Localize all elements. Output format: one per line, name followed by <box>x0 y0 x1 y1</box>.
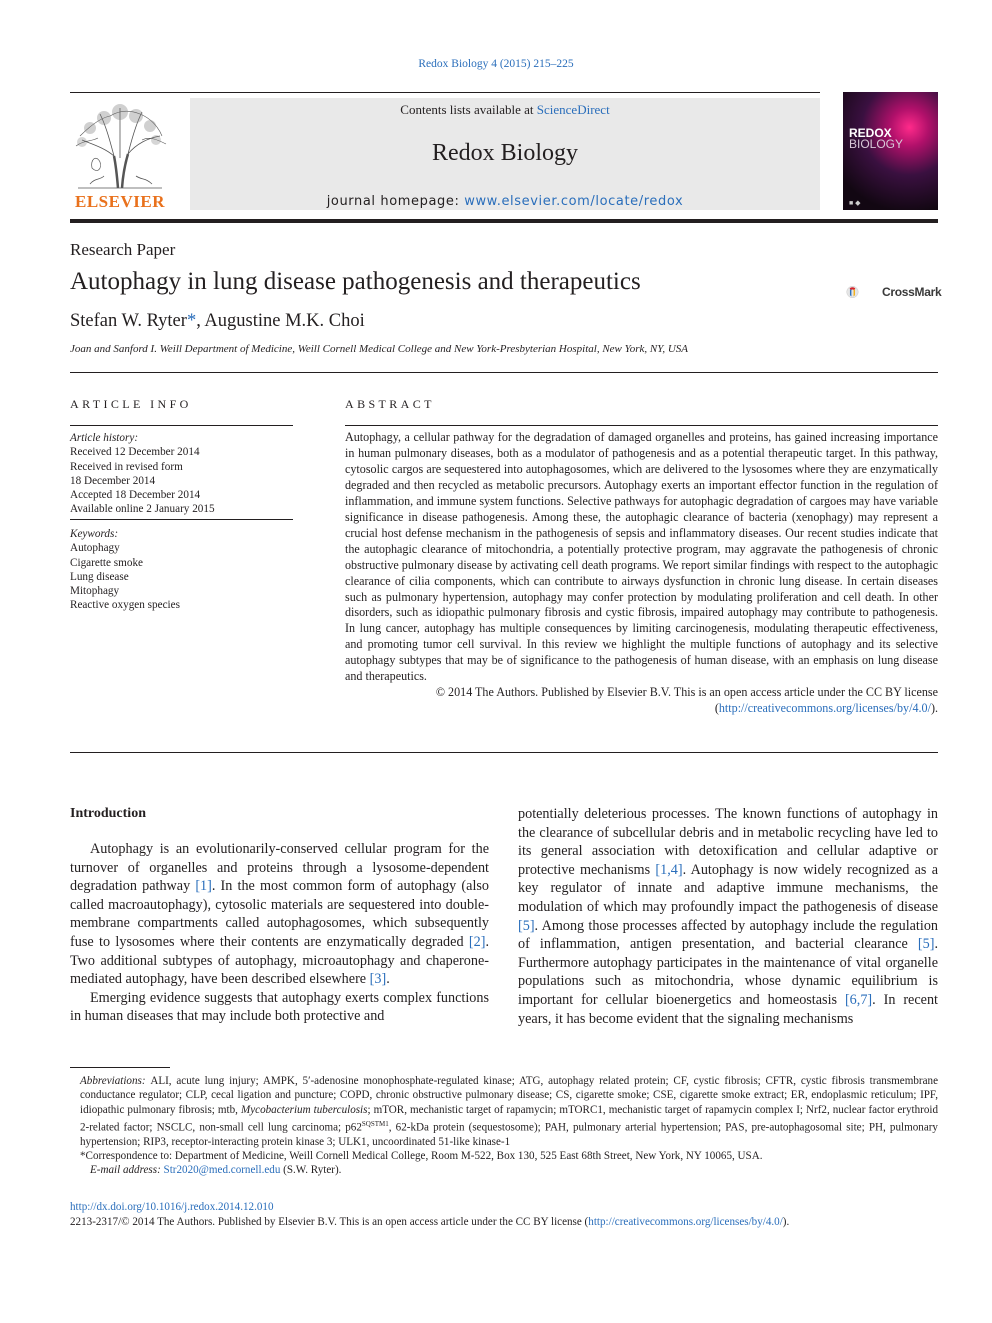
citation-link[interactable]: [5] <box>518 917 535 934</box>
paragraph-text: . Among those processes affected by autophagy include the regulation of inflammation, antigen presentation, and bacterial clearance <box>518 917 938 953</box>
abstract-bottom-rule <box>70 752 938 753</box>
citation-link[interactable]: [5] <box>917 936 935 953</box>
keyword-item: Cigarette smoke <box>70 556 144 569</box>
citation-link[interactable]: [6,7] <box>844 991 873 1008</box>
contents-prefix: Contents lists available at <box>400 102 537 117</box>
body-right-column <box>518 805 938 1028</box>
abstract-rule <box>345 425 938 426</box>
homepage-line <box>190 194 820 209</box>
email-label: E-mail address: <box>90 1164 164 1177</box>
cover-subtitle: BIOLOGY <box>849 137 904 151</box>
history-item: Available online 2 January 2015 <box>70 503 215 516</box>
paragraph-text: . In recent years, it has become evident that the signaling mechanisms <box>518 991 938 1027</box>
author-separator: , <box>196 311 205 331</box>
intro-paragraph <box>70 840 489 989</box>
citation-link[interactable]: [2] <box>468 933 486 950</box>
running-head[interactable]: Redox Biology 4 (2015) 215–225 <box>418 58 574 70</box>
paragraph-text: . In the most common form of autophagy (also called macroautophagy), cytosolic materials are sequestered into double-membrane compartments called autophagosomes, which subsequently fuse to lysosomes where their contents are enzymatically degraded <box>70 878 489 950</box>
introduction-heading: Introduction <box>70 806 146 821</box>
author-list <box>70 311 365 332</box>
history-label: Article history: <box>70 432 139 444</box>
abstract-body <box>345 430 938 717</box>
footer-license-text: 2213-2317/© 2014 The Authors. Published by Elsevier B.V. This is an open access article under the CC BY license ( <box>70 1215 589 1228</box>
crossmark-icon[interactable] <box>846 274 882 310</box>
citation-link[interactable]: [3] <box>369 971 387 988</box>
article-type: Research Paper <box>70 240 176 259</box>
copyright-text: © 2014 The Authors. Published by Elsevier B.V. This is an open access article under the CC BY license <box>435 685 938 700</box>
crossmark-label[interactable]: CrossMark <box>882 285 942 299</box>
paragraph-text: . Two additional subtypes of autophagy, microautophagy and chaperone-mediated autophagy, have been described elsewhere <box>70 933 489 988</box>
article-info-rule <box>70 425 293 426</box>
keywords-label: Keywords: <box>70 528 119 540</box>
cover-title <box>849 128 903 150</box>
abstract-heading: ABSTRACT <box>345 397 435 411</box>
header-thick-rule <box>70 219 938 223</box>
paragraph-text: . Furthermore autophagy participates in the maintenance of vital organelle populations such as mitochondria, whose dynamic equilibrium is important for cellular bioenergetics and homeostasis <box>518 936 938 1008</box>
history-item: Received in revised form <box>70 460 183 473</box>
journal-cover-image <box>843 92 938 210</box>
citation-link[interactable]: [1,4] <box>655 861 683 878</box>
citation-link[interactable]: [1] <box>195 878 212 895</box>
history-item: Received 12 December 2014 <box>70 446 200 459</box>
intro-paragraph <box>70 989 489 1026</box>
affiliation-rule <box>70 372 938 373</box>
footnote-rule <box>70 1067 170 1068</box>
contents-line <box>190 102 820 118</box>
author-choi[interactable]: Augustine M.K. Choi <box>204 311 365 331</box>
abbreviations-label: Abbreviations: <box>80 1075 151 1087</box>
doi-link[interactable]: http://dx.doi.org/10.1016/j.redox.2014.12.010 <box>70 1201 274 1213</box>
keyword-item: Reactive oxygen species <box>70 599 180 612</box>
footnote-text: ; mTOR, mechanistic target of rapamycin; mTORC1, mechanistic target of rapamycin complex I; Nrf2, nuclear factor erythroid 2-related factor; NSCLC, non-small cell lung carcinoma; p62 <box>80 1103 939 1134</box>
keyword-item: Lung disease <box>70 570 129 583</box>
footnote-text: , 62-kDa protein (sequestosome); PAH, pulmonary arterial hypertension; PAS, pre-autophagosomal site; PH, pulmonary hypertension; RIP3, receptor-interacting protein kinase 3; ULK1, uncoordinated 51-like kinase-1 <box>80 1121 938 1148</box>
history-item: Accepted 18 December 2014 <box>70 489 201 502</box>
email-link[interactable]: Str2020@med.cornell.edu <box>163 1164 281 1177</box>
sciencedirect-link[interactable]: ScienceDirect <box>536 102 610 117</box>
homepage-prefix: journal homepage: <box>326 194 465 209</box>
abstract-copyright <box>345 685 938 717</box>
footnotes <box>70 1074 938 1178</box>
affiliation: Joan and Sanford I. Weill Department of Medicine, Weill Cornell Medical College and New York-Presbyterian Hospital, New York, NY, USA <box>70 343 689 355</box>
history-item: 18 December 2014 <box>70 474 156 487</box>
keywords-rule <box>70 519 293 520</box>
journal-name: Redox Biology <box>431 140 578 166</box>
abstract-text: Autophagy, a cellular pathway for the degradation of damaged organelles and proteins, has gained increasing importance in human pulmonary diseases, both as a modulator of pathogenesis and as a potential therapeutic target. In this pathway, cytosolic cargos are sequestered into autophagosomes, which are delivered to the lysosomes where they are enzymatically degraded and then recycled as metabolic precursors. Autophagy exerts an important effector function in the regulation of inflammation, and immune system functions. Selective pathways for autophagic degradation of cargoes may have variable significance in disease pathogenesis. Among these, the autophagic clearance of bacteria (xenophagy) may represent a crucial host defense mechanism in the pathogenesis of sepsis and inflammatory diseases. Our recent studies indicate that the autophagic clearance of mitochondria, a potentially protective program, may aggravate the pathogenesis of chronic obstructive pulmonary disease by activating cell death programs. We report similar findings with respect to the autophagic clearance of cilia components, which can contribute to airways dysfunction in chronic lung disease. In certain diseases such as pulmonary hypertension, autophagy may confer protection by modulating proliferation and cell death. In other disorders, such as idiopathic pulmonary fibrosis and cystic fibrosis, impaired autophagy may contribute to pathogenesis. In lung cancer, autophagy has multiple consequences by limiting carcinogenesis, modulating therapeutic effectiveness, and promoting tumor cell survival. In this review we highlight the multiple functions of autophagy and its selective autophagy subtypes that may be of significance to the pathogenesis of human disease, with an emphasis on lung disease and therapeutics. <box>345 430 938 684</box>
homepage-link[interactable]: www.elsevier.com/locate/redox <box>464 194 684 209</box>
keyword-item: Autophagy <box>70 542 120 555</box>
publisher-wordmark: ELSEVIER <box>75 192 165 211</box>
cover-publisher-mark: ■ ◆ <box>849 200 861 207</box>
footnote-italic: Mycobacterium tuberculosis <box>240 1103 368 1116</box>
email-footnote <box>70 1163 938 1177</box>
keywords-list <box>70 527 180 613</box>
article-history <box>70 431 215 517</box>
intro-paragraph-continued <box>518 805 938 1028</box>
header-top-rule <box>70 92 820 93</box>
cc-license-link[interactable]: http://creativecommons.org/licenses/by/4.0/ <box>718 701 931 716</box>
keyword-item: Mitophagy <box>70 585 120 598</box>
article-info-heading: ARTICLE INFO <box>70 397 192 411</box>
license-open: ( <box>714 701 719 716</box>
correspondence-footnote: *Correspondence to: Department of Medicine, Weill Cornell Medical College, Room M-522, Box 130, 525 East 68th Street, New York, NY 10065, USA. <box>80 1150 763 1163</box>
email-owner: (S.W. Ryter). <box>280 1164 342 1177</box>
footer-license <box>70 1215 938 1230</box>
footnote-text: ALI, acute lung injury; AMPK, 5′-adenosine monophosphate-regulated kinase; ATG, autophagy related protein; CF, cystic fibrosis; CFTR, cystic fibrosis transmembrane conductance regulator; CLP, cecal ligation and puncture; COPD, chronic obstructive pulmonary disease; CS, cigarette smoke; CSE, cigarette smoke extract; ER, endoplasmic reticulum; IPF, idiopathic pulmonary fibrosis; mtb, <box>80 1075 938 1116</box>
page-footer <box>70 1200 938 1229</box>
footnote-superscript: SQSTM1 <box>361 1119 389 1128</box>
paragraph-text: . <box>386 971 390 988</box>
article-title: Autophagy in lung disease pathogenesis and therapeutics <box>70 268 641 295</box>
footer-license-close: ). <box>782 1215 790 1228</box>
paragraph-text: Autophagy is an evolutionarily-conserved cellular program for the turnover of organelles and proteins through a lysosome-dependent degradation pathway <box>70 841 489 895</box>
license-close: ). <box>930 701 938 716</box>
corresponding-author-mark[interactable]: * <box>186 311 197 331</box>
abbreviations-footnote <box>70 1074 938 1149</box>
paragraph-text: Emerging evidence suggests that autophagy exerts complex functions in human diseases that may include both protective and <box>70 989 489 1025</box>
paragraph-text: . Autophagy is now widely recognized as a key regulator of innate and adaptive immune mechanisms, the modulation of which may profoundly impact the pathogenesis of disease <box>518 861 939 915</box>
cover-title-text: REDOX <box>849 126 892 140</box>
paragraph-text: potentially deleterious processes. The known functions of autophagy in the clearance of subcellular debris and in metabolic recycling have led to its general association with detoxification and cellular adaptive or protective mechanisms <box>518 806 938 878</box>
footer-license-link[interactable]: http://creativecommons.org/licenses/by/4.0/ <box>588 1215 783 1228</box>
author-ryter[interactable]: Stefan W. Ryter <box>70 311 187 331</box>
body-left-column <box>70 840 489 1026</box>
